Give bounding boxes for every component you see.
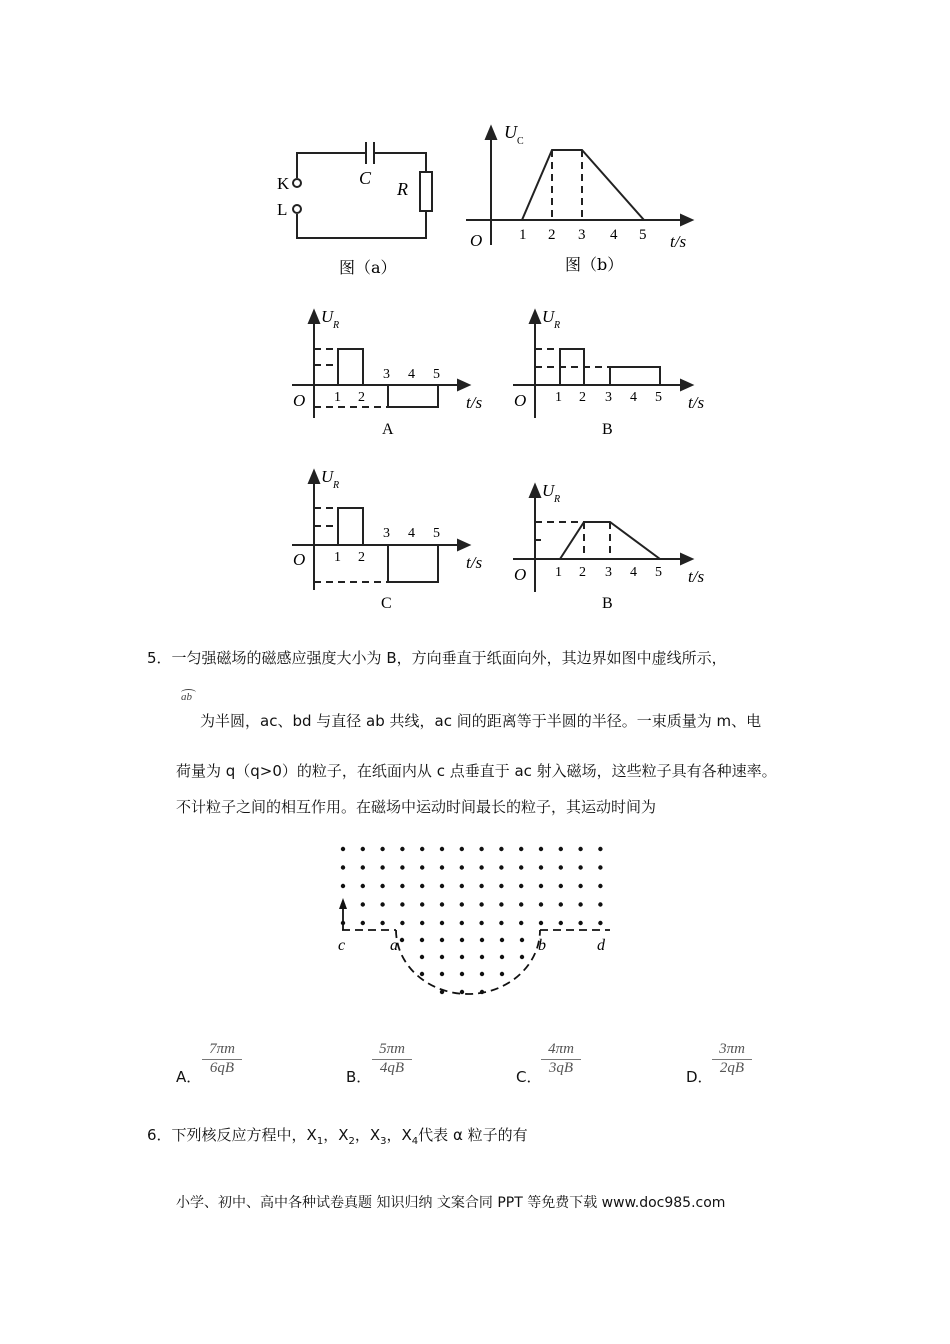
field-dot bbox=[440, 865, 444, 869]
q6-comma-1: ，X bbox=[323, 1126, 349, 1144]
field-dot bbox=[341, 865, 345, 869]
field-dot bbox=[400, 938, 404, 942]
q6-text bbox=[147, 1125, 528, 1152]
origin-c: O bbox=[293, 550, 306, 569]
field-dot bbox=[420, 847, 424, 851]
q5-option-b-letter: B． bbox=[346, 1068, 372, 1086]
field-dot bbox=[479, 902, 483, 906]
tick-a-4: 4 bbox=[408, 367, 415, 382]
field-dot bbox=[539, 865, 543, 869]
label-point-a: a bbox=[390, 937, 398, 954]
field-dot bbox=[341, 884, 345, 888]
q6-prefix: 6．下列核反应方程中，X bbox=[147, 1126, 317, 1144]
caption-graph-b: B bbox=[602, 421, 613, 438]
field-dot bbox=[479, 884, 483, 888]
field-dot bbox=[598, 865, 602, 869]
q5-option-d[interactable] bbox=[686, 1066, 713, 1087]
caption-a: 图（a） bbox=[339, 258, 397, 277]
label-c: C bbox=[359, 168, 372, 188]
q5-line-4: 不计粒子之间的相互作用。在磁场中运动时间最长的粒子，其运动时间为 bbox=[176, 798, 657, 816]
field-dot bbox=[519, 865, 523, 869]
field-dot bbox=[479, 865, 483, 869]
xlabel-b: t/s bbox=[670, 232, 687, 251]
tick-a-3: 3 bbox=[383, 367, 390, 382]
field-dot bbox=[578, 865, 582, 869]
field-dot bbox=[479, 847, 483, 851]
field-dot bbox=[440, 847, 444, 851]
field-dot bbox=[479, 921, 483, 925]
field-dot bbox=[520, 938, 524, 942]
field-dot bbox=[499, 884, 503, 888]
field-dot bbox=[460, 972, 464, 976]
field-dot bbox=[361, 865, 365, 869]
tick-b2-1: 1 bbox=[555, 390, 562, 405]
field-dot bbox=[440, 938, 444, 942]
tick-c-1: 1 bbox=[334, 550, 341, 565]
field-dot bbox=[539, 884, 543, 888]
q5-option-b[interactable] bbox=[346, 1066, 371, 1087]
field-dot bbox=[559, 921, 563, 925]
field-dot bbox=[400, 902, 404, 906]
field-dot bbox=[519, 902, 523, 906]
tick-c-3: 3 bbox=[383, 526, 390, 541]
field-dots-upper bbox=[341, 847, 603, 925]
field-dot bbox=[520, 955, 524, 959]
field-dot bbox=[341, 847, 345, 851]
field-dot bbox=[380, 847, 384, 851]
particle-arrow-icon bbox=[339, 898, 347, 930]
field-dot bbox=[400, 865, 404, 869]
q6-comma-3: ，X bbox=[386, 1126, 412, 1144]
field-dot bbox=[578, 921, 582, 925]
ylabel-b2: U bbox=[542, 307, 555, 326]
field-dot bbox=[559, 865, 563, 869]
ylabel-a-sub: R bbox=[333, 320, 340, 331]
tick-d-2: 2 bbox=[579, 565, 586, 580]
field-dot bbox=[361, 847, 365, 851]
ylabel-c: U bbox=[321, 467, 334, 486]
tick-c-2: 2 bbox=[358, 550, 365, 565]
field-dot bbox=[420, 921, 424, 925]
tick-b-5: 5 bbox=[639, 227, 647, 243]
field-dot bbox=[380, 884, 384, 888]
tick-b-2: 2 bbox=[548, 227, 556, 243]
q5-option-c-letter: C． bbox=[516, 1068, 542, 1086]
field-dot bbox=[420, 938, 424, 942]
field-dot bbox=[460, 902, 464, 906]
tick-d-5: 5 bbox=[655, 565, 662, 580]
field-dot bbox=[578, 902, 582, 906]
field-dot bbox=[440, 921, 444, 925]
field-dot bbox=[420, 972, 424, 976]
tick-a-1: 1 bbox=[334, 390, 341, 405]
field-dot bbox=[500, 972, 504, 976]
origin-a: O bbox=[293, 391, 306, 410]
q6-comma-2: ，X bbox=[354, 1126, 381, 1144]
field-dot bbox=[460, 921, 464, 925]
field-dot bbox=[499, 847, 503, 851]
field-dot bbox=[519, 921, 523, 925]
field-dot bbox=[400, 921, 404, 925]
q6-sub-4: 4 bbox=[411, 1136, 419, 1147]
label-k: K bbox=[277, 174, 290, 193]
field-dot bbox=[598, 902, 602, 906]
field-dot bbox=[460, 847, 464, 851]
q5-option-c-fraction bbox=[541, 1041, 581, 1077]
tick-b-1: 1 bbox=[519, 227, 527, 243]
field-dot bbox=[460, 955, 464, 959]
label-l: L bbox=[277, 200, 288, 219]
ylabel-b: U bbox=[504, 122, 517, 142]
field-dot bbox=[539, 921, 543, 925]
caption-b: 图（b） bbox=[565, 255, 624, 274]
field-dot bbox=[480, 955, 484, 959]
field-dot bbox=[598, 847, 602, 851]
field-dot bbox=[460, 884, 464, 888]
field-dots-lower bbox=[400, 938, 524, 994]
tick-b2-3: 3 bbox=[605, 390, 612, 405]
q6-sub-2: 2 bbox=[348, 1136, 355, 1147]
field-dot bbox=[361, 921, 365, 925]
field-dot bbox=[380, 921, 384, 925]
tick-b2-2: 2 bbox=[579, 390, 586, 405]
q5-option-a-letter: A． bbox=[176, 1068, 202, 1086]
tick-d-1: 1 bbox=[555, 565, 562, 580]
field-dot bbox=[440, 972, 444, 976]
field-dot bbox=[578, 847, 582, 851]
field-dot bbox=[500, 955, 504, 959]
ylabel-d-sub: R bbox=[554, 494, 561, 505]
caption-graph-d: B bbox=[602, 595, 613, 612]
field-dot bbox=[420, 884, 424, 888]
q5-option-a[interactable] bbox=[176, 1066, 201, 1087]
field-dot bbox=[559, 902, 563, 906]
field-dot bbox=[400, 884, 404, 888]
ylabel-c-sub: R bbox=[333, 480, 340, 491]
q5-option-d-den: 2qB bbox=[719, 1060, 745, 1076]
q6-sub-1: 1 bbox=[316, 1136, 324, 1147]
label-point-d: d bbox=[597, 937, 605, 954]
page-footer: 小学、初中、高中各种试卷真题 知识归纳 文案合同 PPT 等免费下载 www.doc985.com bbox=[176, 1195, 726, 1211]
q5-option-c[interactable] bbox=[516, 1066, 541, 1087]
q5-option-a-fraction bbox=[202, 1041, 242, 1077]
field-dot bbox=[519, 884, 523, 888]
field-dot bbox=[559, 847, 563, 851]
q5-line-3: 荷量为 q（q>0）的粒子，在纸面内从 c 点垂直于 ac 射入磁场，这些粒子具有各种速率。 bbox=[176, 762, 777, 780]
field-dot bbox=[440, 884, 444, 888]
origin-b2: O bbox=[514, 391, 527, 410]
field-dot bbox=[539, 902, 543, 906]
origin-d: O bbox=[514, 565, 527, 584]
field-dot bbox=[598, 884, 602, 888]
tick-b-3: 3 bbox=[578, 227, 586, 243]
field-dot bbox=[500, 938, 504, 942]
field-dot bbox=[539, 847, 543, 851]
field-dot bbox=[420, 955, 424, 959]
field-dot bbox=[361, 902, 365, 906]
tick-d-3: 3 bbox=[605, 565, 612, 580]
label-point-b: b bbox=[538, 937, 546, 954]
field-dot bbox=[578, 884, 582, 888]
xlabel-b2: t/s bbox=[688, 393, 705, 412]
tick-b2-4: 4 bbox=[630, 390, 637, 405]
ylabel-a: U bbox=[321, 307, 334, 326]
tick-c-4: 4 bbox=[408, 526, 415, 541]
tick-a-5: 5 bbox=[433, 367, 440, 382]
field-dot bbox=[519, 847, 523, 851]
field-dot bbox=[420, 902, 424, 906]
label-r: R bbox=[397, 179, 408, 199]
ylabel-b-sub: C bbox=[517, 136, 524, 147]
label-point-c: c bbox=[338, 937, 346, 954]
field-dot bbox=[499, 921, 503, 925]
field-dot bbox=[460, 865, 464, 869]
tick-d-4: 4 bbox=[630, 565, 637, 580]
origin-b: O bbox=[470, 231, 483, 250]
tick-b2-5: 5 bbox=[655, 390, 662, 405]
field-dot bbox=[460, 990, 464, 994]
ylabel-b2-sub: R bbox=[554, 320, 561, 331]
field-dot bbox=[440, 902, 444, 906]
xlabel-d: t/s bbox=[688, 567, 705, 586]
q5-option-b-den: 4qB bbox=[379, 1060, 405, 1076]
q5-option-d-letter: D． bbox=[686, 1068, 713, 1086]
ylabel-d: U bbox=[542, 481, 555, 500]
q5-option-b-fraction bbox=[372, 1041, 412, 1077]
field-dot bbox=[380, 902, 384, 906]
q5-option-b-num: 5πm bbox=[372, 1041, 412, 1060]
tick-a-2: 2 bbox=[358, 390, 365, 405]
field-dot bbox=[559, 884, 563, 888]
field-dot bbox=[361, 884, 365, 888]
q6-sub-3: 3 bbox=[380, 1136, 387, 1147]
q6-suffix: 代表 α 粒子的有 bbox=[418, 1126, 528, 1144]
field-dot bbox=[598, 921, 602, 925]
field-dot bbox=[480, 938, 484, 942]
field-dot bbox=[400, 847, 404, 851]
q5-option-c-den: 3qB bbox=[548, 1060, 574, 1076]
caption-graph-a: A bbox=[382, 421, 394, 438]
field-dot bbox=[380, 865, 384, 869]
field-dot bbox=[460, 938, 464, 942]
q5-option-a-num: 7πm bbox=[202, 1041, 242, 1060]
xlabel-c: t/s bbox=[466, 553, 483, 572]
q5-option-d-num: 3πm bbox=[712, 1041, 752, 1060]
field-dot bbox=[499, 902, 503, 906]
field-dot bbox=[499, 865, 503, 869]
q5-option-c-num: 4πm bbox=[541, 1041, 581, 1060]
q5-line-2: 为半圆，ac、bd 与直径 ab 共线，ac 间的距离等于半圆的半径。一束质量为 m、电 bbox=[200, 712, 762, 730]
q5-option-d-fraction bbox=[712, 1041, 752, 1077]
field-dot bbox=[440, 955, 444, 959]
tick-c-5: 5 bbox=[433, 526, 440, 541]
q5-line-1: 5．一匀强磁场的磁感应强度大小为 B，方向垂直于纸面向外，其边界如图中虚线所示， bbox=[147, 649, 727, 667]
field-dot bbox=[420, 865, 424, 869]
tick-b-4: 4 bbox=[610, 227, 618, 243]
q5-option-a-den: 6qB bbox=[209, 1060, 235, 1076]
q5-arc-symbol: ab bbox=[181, 691, 192, 703]
xlabel-a: t/s bbox=[466, 393, 483, 412]
field-dot bbox=[480, 972, 484, 976]
caption-graph-c: C bbox=[381, 595, 392, 612]
